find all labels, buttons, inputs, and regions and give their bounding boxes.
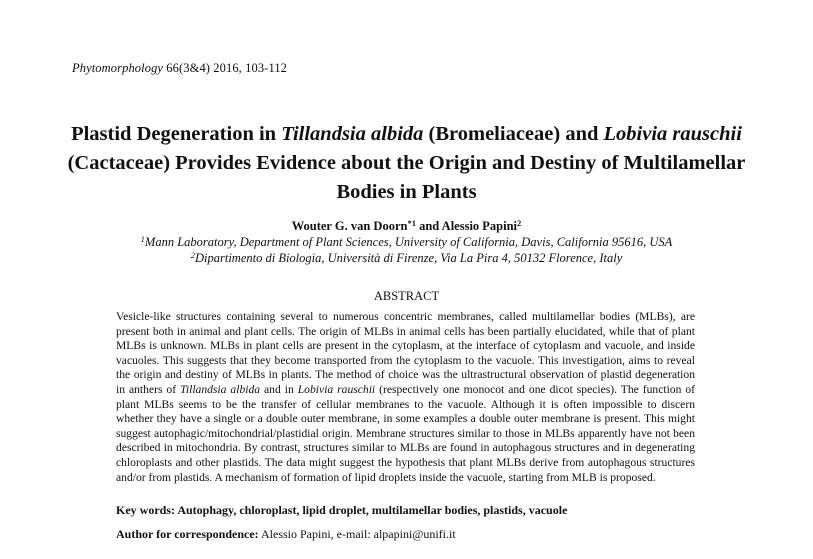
abstract-text-3: (respectively one monocot and one dicot species). The function of plant MLBs seems to be the transfer of cellular membranes to the vacuole. Although it is often impossible to discern whether they have a single or a double outer membrane, in some examples a double outer membrane is present. This might suggest autophagic/mitochondrial/plastidial origin. Membrane structures similar to those in MLBs apparently have not been described in mitochondria. By contrast, structures similar to MLBs are found in autophagous structures and in degenerating chloroplasts and other plastids. The data might suggest the hypothesis that plant MLBs derive from autophagous structures and/or from plastids. A mechanism of formation of lipid droplets inside the vacuole, starting from MLB is proposed. — [116, 382, 696, 484]
affiliation-2-marker: 2 — [190, 250, 195, 260]
title-part-2: (Bromeliaceae) and — [423, 123, 604, 145]
author-1-marker: *1 — [407, 218, 416, 228]
affiliation-2-text: Dipartimento di Biologia, Università di Firenze, Via La Pira 4, 50132 Florence, Italy — [194, 251, 623, 265]
abstract-text-1: Vesicle-like structures containing several to numerous concentric membranes, called multilamellar bodies (MLBs), are present both in animal and plant cells. The origin of MLBs in animal cells has been partially elucidated, while that of plant MLBs is unknown. MLBs in plant cells are present in the cytoplasm, at the interface of cytoplasm and vacuole, and inside vacuoles. This suggests that they become transported from the cytoplasm to the vacuole. This investigation, aims to reveal the origin and destiny of MLBs in plants. The method of choice was the ultrastructural observation of plastid degeneration in anthers of — [116, 310, 695, 396]
author-1-name: Wouter G. van Doorn — [291, 219, 408, 233]
author-list — [0, 218, 813, 234]
abstract-heading: ABSTRACT — [373, 289, 440, 303]
correspondence — [116, 527, 456, 542]
keywords: Key words: Autophagy, chloroplast, lipid droplet, multilamellar bodies, plastids, vacuole — [116, 503, 568, 517]
paper-title — [40, 120, 773, 207]
affiliation-1-marker: 1 — [140, 234, 145, 244]
author-connector: and — [415, 219, 442, 233]
affiliation-2 — [0, 250, 813, 266]
title-part-1: Plastid Degeneration in — [71, 123, 282, 145]
affiliation-1-text: Mann Laboratory, Department of Plant Sciences, University of California, Davis, California 95616, USA — [144, 235, 673, 249]
affiliation-1 — [0, 234, 813, 250]
author-2-name: Alessio Papini — [441, 219, 518, 233]
title-species-2: Lobivia rauschii — [603, 123, 742, 145]
abstract-species-2: Lobivia rauschii — [297, 382, 376, 396]
correspondence-label: Author for correspondence: — [116, 527, 259, 541]
title-species-1: Tillandsia albida — [281, 123, 424, 145]
journal-name: Phytomorphology — [72, 61, 164, 75]
abstract-body — [116, 310, 695, 485]
author-2-marker: 2 — [517, 218, 522, 228]
journal-volume-pages: 66(3&4) 2016, 103-112 — [163, 61, 288, 75]
abstract-text-2: and in — [260, 382, 298, 396]
journal-citation — [72, 61, 287, 76]
abstract-species-1: Tillandsia albida — [180, 382, 261, 396]
correspondence-text: Alessio Papini, e-mail: alpapini@unifi.it — [258, 527, 456, 541]
title-part-3: (Cactaceae) Provides Evidence about the Origin and Destiny of Multilamellar Bodies in Plants — [67, 152, 746, 203]
